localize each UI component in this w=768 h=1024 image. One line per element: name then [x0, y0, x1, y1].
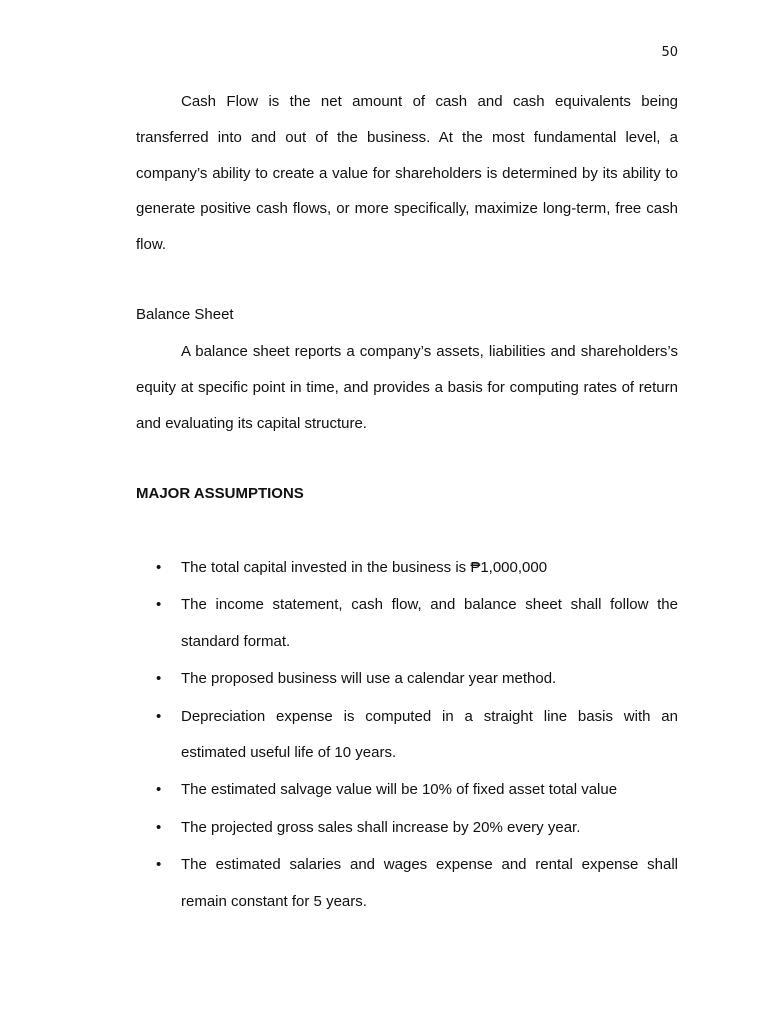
list-item — [136, 847, 678, 920]
cash-flow-text: Cash Flow is the net amount of cash and cash equivalents being transferred into and out of the business. At the most fundamental level, a company’s ability to create a value for shareholders is determined by its ability to generate positive cash flows, or more specifically, maximize long-term, free cash flow. — [136, 93, 678, 254]
list-item — [136, 810, 678, 846]
balance-sheet-heading: Balance Sheet — [136, 306, 234, 323]
balance-sheet-paragraph — [136, 334, 678, 441]
list-item-text: The proposed business will use a calendar year method. — [181, 670, 557, 688]
list-item-text: Depreciation expense is computed in a straight line basis with an estimated useful life of 10 years. — [181, 707, 678, 762]
list-item — [136, 699, 678, 772]
bullet-icon: • — [156, 596, 162, 614]
bullet-icon: • — [156, 856, 162, 874]
list-item — [136, 550, 678, 586]
list-item — [136, 661, 678, 697]
bullet-icon: • — [156, 781, 162, 799]
list-item-text: The income statement, cash flow, and balance sheet shall follow the standard format. — [181, 596, 678, 650]
list-item-text: The estimated salvage value will be 10% of fixed asset total value — [181, 781, 618, 799]
list-item-text: The total capital invested in the business is ₱1,000,000 — [181, 559, 548, 576]
bullet-icon: • — [156, 707, 162, 725]
list-item-text: The estimated salaries and wages expense and rental expense shall remain constant for 5 years. — [181, 856, 678, 910]
list-item — [136, 587, 678, 660]
balance-sheet-text: A balance sheet reports a company’s assets, liabilities and shareholders’s equity at specific point in time, and provides a basis for computing rates of return and evaluating its capital structure. — [136, 343, 678, 432]
bullet-icon: • — [156, 670, 162, 688]
cash-flow-paragraph — [136, 84, 678, 263]
assumptions-list — [136, 550, 678, 921]
major-assumptions-heading: MAJOR ASSUMPTIONS — [136, 485, 304, 502]
list-item — [136, 772, 678, 808]
bullet-icon: • — [156, 559, 162, 576]
bullet-icon: • — [156, 818, 162, 836]
list-item-text: The projected gross sales shall increase by 20% every year. — [181, 818, 581, 836]
page-number: 50 — [661, 45, 678, 60]
